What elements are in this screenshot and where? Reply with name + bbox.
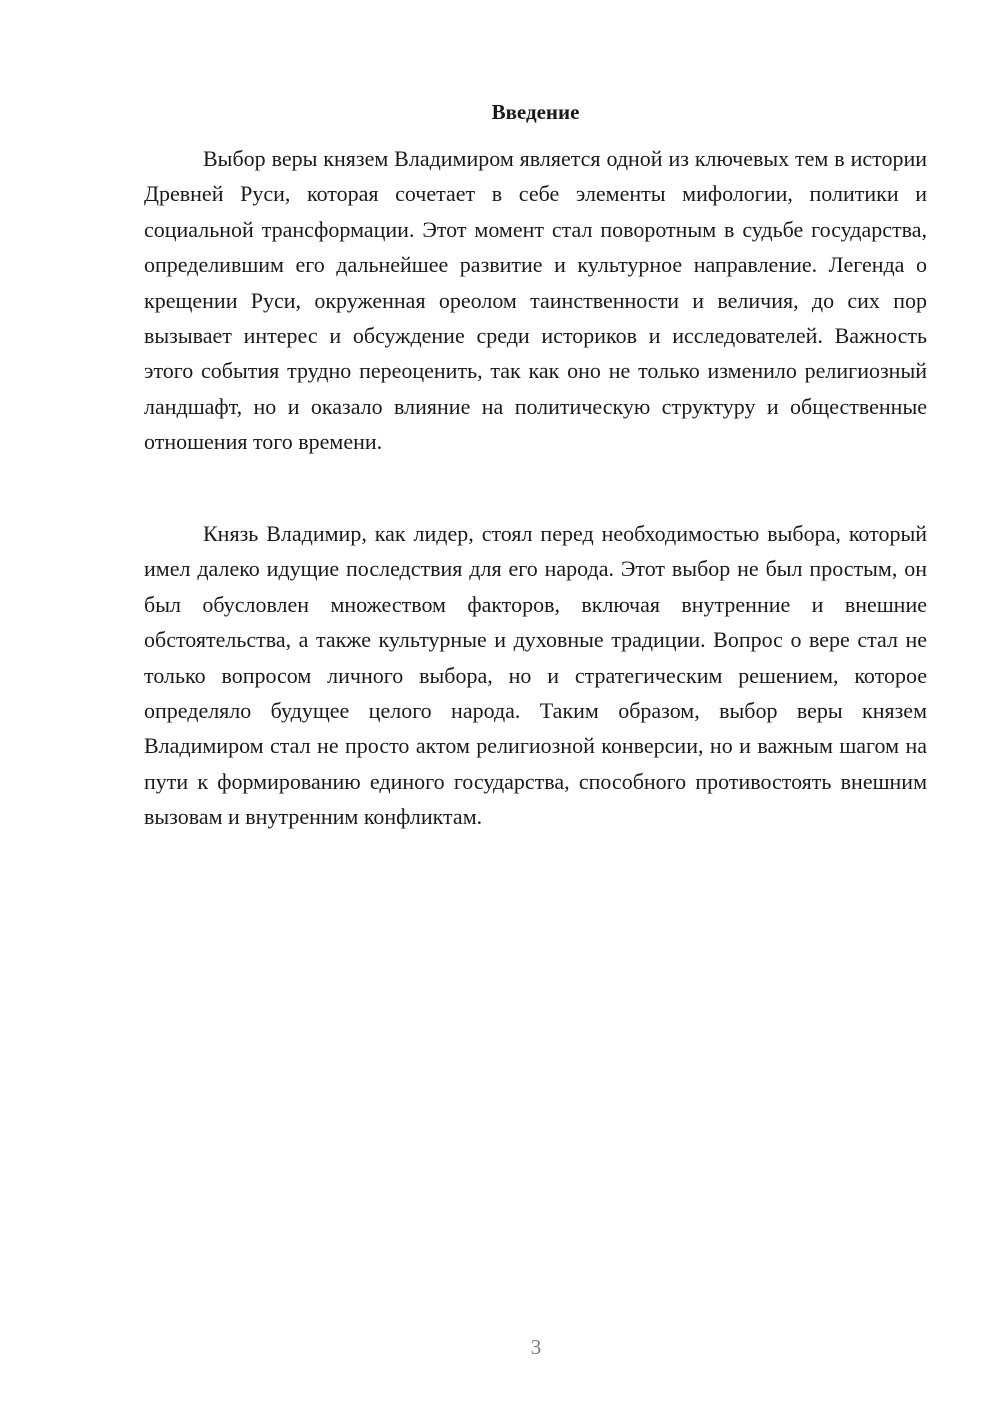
section-heading: Введение [491, 100, 580, 124]
page-number: 3 [530, 1335, 542, 1359]
paragraph-1: Выбор веры князем Владимиром является одной из ключевых тем в истории Древней Руси, которая сочетает в себе элементы мифологии, политики и социальной трансформации. Этот момент стал поворотным в судьбе государства, определившим его дальнейшее развитие и культурное направление. Легенда о крещении Руси, окруженная ореолом таинственности и величия, до сих пор вызывает интерес и обсуждение среди историков и исследователей. Важность этого события трудно переоценить, так как оно не только изменило религиозный ландшафт, но и оказало влияние на политическую структуру и общественные отношения того времени. [144, 146, 927, 455]
paragraph-2: Князь Владимир, как лидер, стоял перед необходимостью выбора, который имел далеко идущие последствия для его народа. Этот выбор не был простым, он был обусловлен множеством факторов, включая внутренние и внешние обстоятельства, а также культурные и духовные традиции. Вопрос о вере стал не только вопросом личного выбора, но и стратегическим решением, которое определяло будущее целого народа. Таким образом, выбор веры князем Владимиром стал не просто актом религиозной конверсии, но и важным шагом на пути к формированию единого государства, способного противостоять внешним вызовам и внутренним конфликтам. [144, 521, 927, 830]
